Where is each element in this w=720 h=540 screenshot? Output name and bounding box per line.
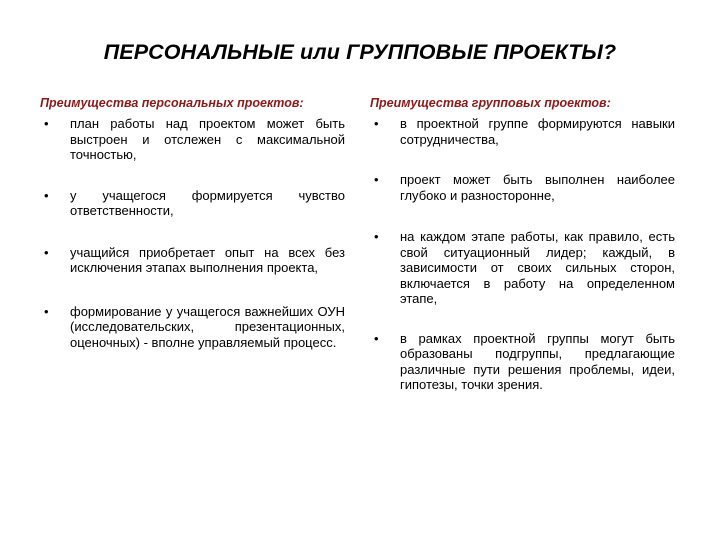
list-item-text: проект может быть выполнен наиболее глубоко и разносторонне,	[400, 172, 675, 203]
list-item-text: у учащегося формируется чувство ответственности,	[70, 187, 345, 218]
list-item-text: в рамках проектной группы могут быть образованы подгруппы, предлагающие различные пути решения проблемы, идеи, гипотезы, точки зрения.	[400, 330, 675, 392]
list-item	[40, 245, 345, 276]
list-item-text: на каждом этапе работы, как правило, есть свой ситуационный лидер; каждый, в зависимости от своих сильных сторон, включается в работу на определенном этапе,	[400, 229, 675, 306]
list-item-text: в проектной группе формируются навыки сотрудничества,	[400, 116, 675, 147]
personal-projects-heading: Преимущества персональных проектов:	[40, 96, 304, 110]
slide-title: ПЕРСОНАЛЬНЫЕ или ГРУППОВЫЕ ПРОЕКТЫ?	[103, 40, 617, 64]
list-item-text: формирование у учащегося важнейших ОУН (исследовательских, презентационных, оценочных) - вполне управляемый процесс.	[70, 303, 345, 350]
list-item-text: план работы над проектом может быть выстроен и отслежен с максимальной точностью,	[70, 116, 345, 162]
bullet-icon: •	[374, 330, 379, 346]
list-item	[370, 116, 675, 147]
list-item	[370, 331, 675, 393]
bullet-icon: •	[44, 187, 49, 203]
list-item	[370, 229, 675, 307]
bullet-icon: •	[44, 303, 49, 319]
list-item	[40, 116, 345, 163]
bullet-icon: •	[44, 244, 49, 260]
list-item-text: учащийся приобретает опыт на всех без исключения этапах выполнения проекта,	[70, 244, 345, 275]
personal-projects-column	[40, 96, 345, 350]
personal-advantages-list	[40, 116, 345, 350]
list-item	[40, 304, 345, 351]
bullet-icon: •	[374, 172, 379, 187]
list-item	[370, 172, 675, 203]
group-projects-heading: Преимущества групповых проектов:	[370, 96, 611, 110]
bullet-icon: •	[374, 116, 379, 131]
group-advantages-list	[370, 116, 675, 393]
bullet-icon: •	[44, 116, 49, 131]
group-projects-column	[370, 96, 675, 393]
list-item	[40, 188, 345, 219]
bullet-icon: •	[374, 229, 379, 244]
